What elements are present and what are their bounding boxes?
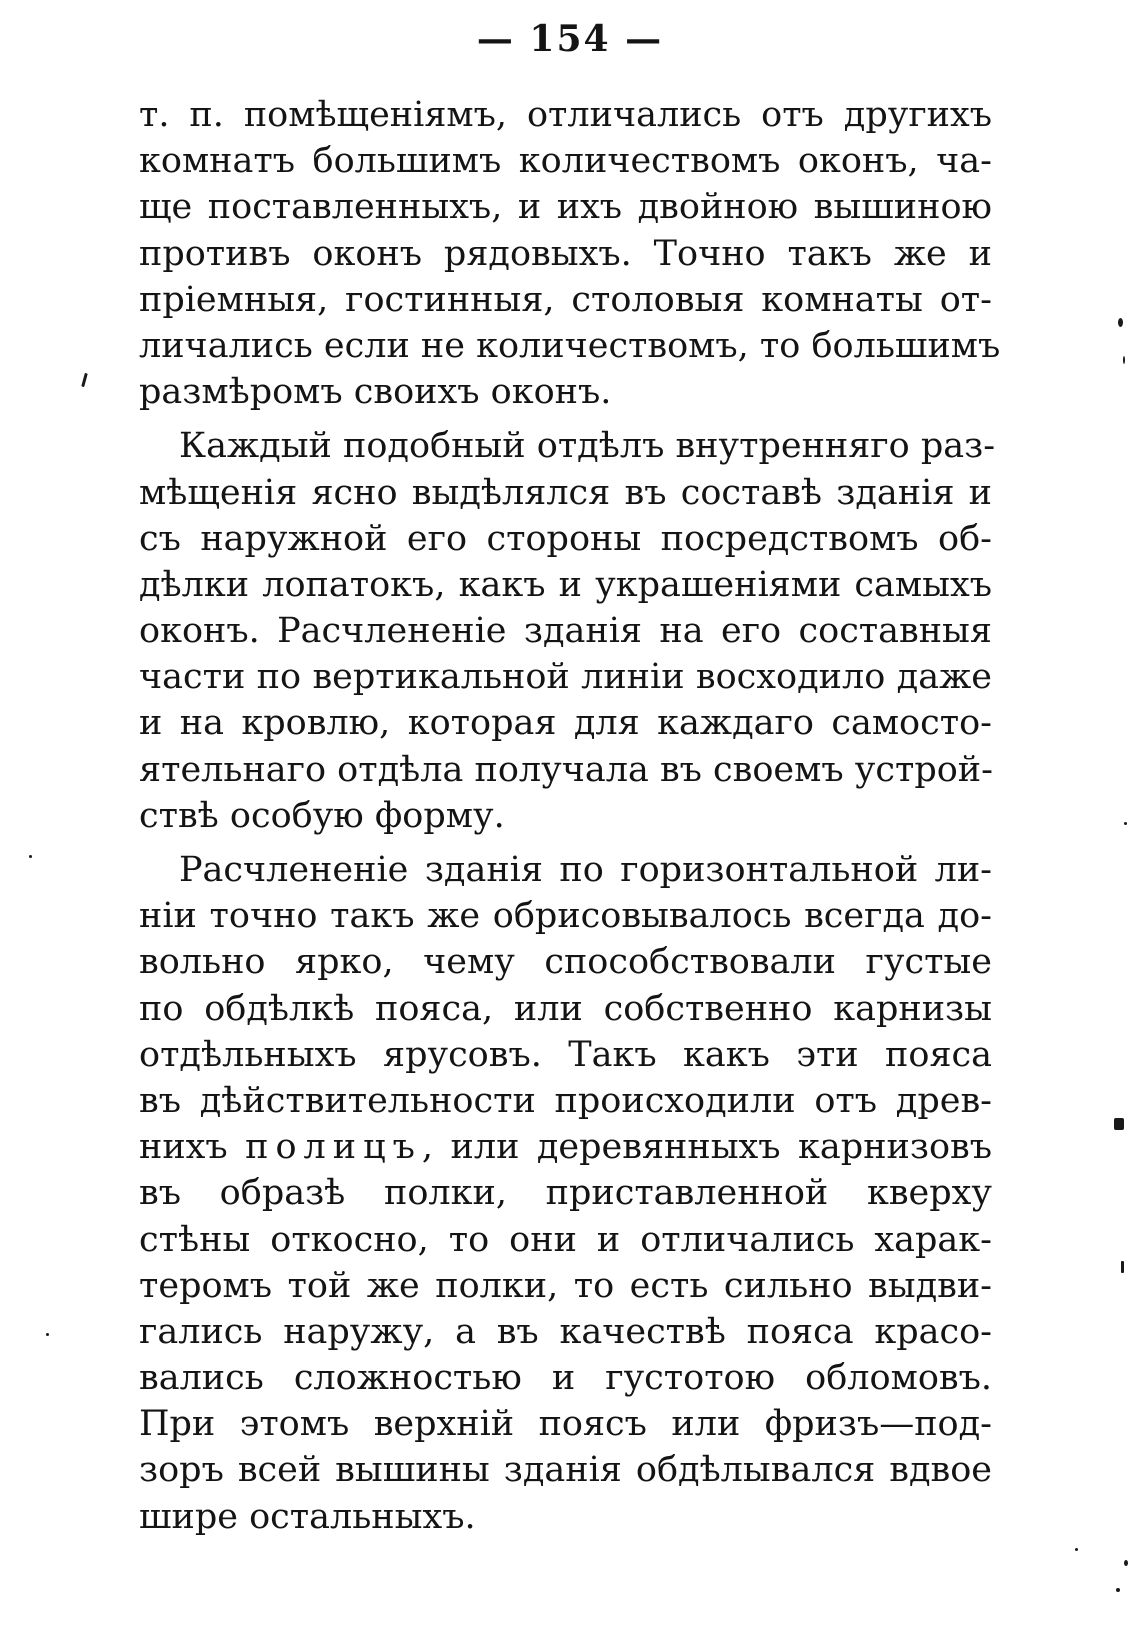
text-line: Расчлененіе зданія по горизонтальной ли- <box>179 850 992 890</box>
body-text <box>139 92 1001 1540</box>
text-line: части по вертикальной линіи восходило даже <box>139 657 992 698</box>
page-number: — 154 — <box>476 18 664 60</box>
text-line: комнатъ большимъ количествомъ оконъ, ча- <box>139 141 992 182</box>
scan-speck <box>81 373 88 387</box>
text-line: по обдѣлкѣ пояса, или собственно карнизы <box>139 988 992 1029</box>
text-line: вались сложностью и густотою обломовъ. <box>139 1358 992 1399</box>
scan-speck <box>46 1333 49 1336</box>
text-line: зоръ всей вышины зданія обдѣлывался вдвое <box>139 1450 992 1491</box>
scan-speck <box>1114 1118 1124 1130</box>
text-line: оконъ. Расчлененіе зданія на его составныя <box>139 611 992 652</box>
text-line: противъ оконъ рядовыхъ. Точно такъ же и <box>139 233 992 274</box>
scan-speck <box>1116 1588 1120 1592</box>
text-line: ствѣ особую форму. <box>139 795 505 836</box>
text-line: стѣны откосно, то они и отличались харак- <box>139 1219 992 1260</box>
text-fragment: , или деревянныхъ карнизовъ <box>421 1127 992 1168</box>
text-line: ніи точно такъ же обрисовывалось всегда до- <box>139 896 992 937</box>
text-line: При этомъ верхній поясъ или фризъ—под- <box>139 1404 992 1445</box>
paragraph-3 <box>139 847 992 1540</box>
scan-speck <box>1123 356 1125 364</box>
scan-speck <box>1124 1560 1128 1566</box>
emphasized-word: полицъ <box>245 1127 422 1168</box>
text-line: шире остальныхъ. <box>139 1496 476 1537</box>
text-line: гались наружу, а въ качествѣ пояса красо- <box>139 1311 992 1352</box>
scan-speck <box>1118 318 1123 327</box>
paragraph-2 <box>139 423 996 839</box>
scan-speck <box>1121 1261 1124 1273</box>
text-line: ятельнаго отдѣла получала въ своемъ устрой- <box>139 749 993 790</box>
scan-speck <box>1124 822 1127 825</box>
text-line: въ дѣйствительности происходили отъ древ- <box>139 1080 992 1121</box>
text-line: отдѣльныхъ ярусовъ. Такъ какъ эти пояса <box>139 1034 992 1075</box>
text-line: и на кровлю, которая для каждаго самосто- <box>139 703 992 744</box>
text-line: мѣщенія ясно выдѣлялся въ составѣ зданія и <box>139 472 992 513</box>
text-line: Каждый подобный отдѣлъ внутренняго раз- <box>179 426 996 467</box>
text-line: личались если не количествомъ, то большимъ <box>139 325 1001 366</box>
scan-speck <box>1075 1548 1078 1551</box>
scan-speck <box>29 855 32 858</box>
text-line: въ образѣ полки, приставленной кверху <box>139 1173 992 1214</box>
text-line: ще поставленныхъ, и ихъ двойною вышиною <box>139 187 992 228</box>
text-line: дѣлки лопатокъ, какъ и украшеніями самыхъ <box>139 564 992 605</box>
text-line: пріемныя, гостинныя, столовыя комнаты от- <box>139 279 992 320</box>
text-fragment: нихъ <box>139 1127 228 1168</box>
text-line: вольно ярко, чему способствовали густые <box>139 942 992 983</box>
text-line: съ наружной его стороны посредствомъ об- <box>139 518 992 559</box>
text-line-with-emphasis <box>139 1124 992 1170</box>
paragraph-1 <box>139 92 1001 415</box>
text-line: размѣромъ своихъ оконъ. <box>139 372 612 413</box>
text-line: теромъ той же полки, то есть сильно выдви- <box>139 1265 992 1306</box>
text-line: т. п. помѣщеніямъ, отличались отъ другихъ <box>139 95 992 135</box>
